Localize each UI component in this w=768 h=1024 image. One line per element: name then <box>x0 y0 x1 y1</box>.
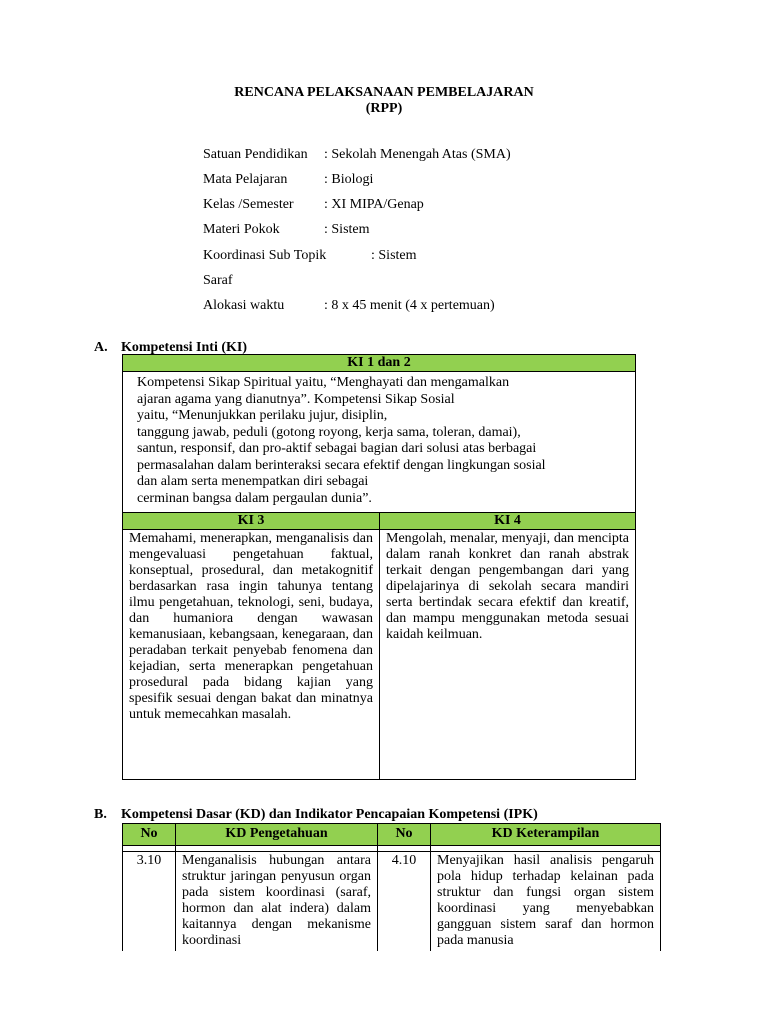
identity-label: Kelas /Semester <box>203 197 294 212</box>
ki12-line: permasalahan dalam berinteraksi secara efektif dengan lingkungan sosial <box>137 457 546 473</box>
kd-table <box>122 823 661 951</box>
section-a-title: Kompetensi Inti (KI) <box>121 340 247 355</box>
ki12-line: santun, responsif, dan pro-aktif sebagai bagian dari solusi atas berbagai <box>137 441 537 456</box>
ki12-cell <box>123 372 636 513</box>
identity-row <box>203 147 511 163</box>
identity-row <box>203 172 373 188</box>
kd-keterampilan-cell: Menyajikan hasil analisis pengaruh pola hidup terhadap kelainan pada struktur dan fungsi organ sistem koordinasi yang menyebabkan gangguan sistem saraf dan hormon pada manusia <box>431 852 661 952</box>
identity-label: Koordinasi Sub Topik <box>203 248 327 263</box>
ki4-cell: Mengolah, menalar, menyaji, dan mencipta dalam ranah konkret dan ranah abstrak terkait dengan pengembangan dari yang dipelajarinya di sekolah secara mandiri serta bertindak secara efektif dan kreatif, dan mampu menggunakan metoda sesuai kaidah keilmuan. <box>380 530 636 780</box>
kd-header-no-2: No <box>378 824 431 846</box>
identity-row <box>203 222 370 238</box>
table-row <box>123 852 661 952</box>
identity-label: Mata Pelajaran <box>203 172 288 187</box>
identity-label: Materi Pokok <box>203 222 280 237</box>
document-title: RENCANA PELAKSANAAN PEMBELAJARAN <box>234 85 534 100</box>
identity-row <box>203 197 424 213</box>
ki12-line: Kompetensi Sikap Spiritual yaitu, “Menghayati dan mengamalkan <box>137 375 510 390</box>
ki4-header: KI 4 <box>380 513 636 530</box>
ki3-cell: Memahami, menerapkan, menganalisis dan mengevaluasi pengetahuan faktual, konseptual, prosedural, dan metakognitif berdasarkan rasa ingin tahunya tentang ilmu pengetahuan, teknologi, seni, budaya, dan humaniora dengan wawasan kemanusiaan, kebangsaan, kenegaraan, dan peradaban terkait penyebab fenomena dan kejadian, serta menerapkan pengetahuan prosedural pada bidang kajian yang spesifik sesuai dengan bakat dan minatnya untuk memecahkan masalah. <box>123 530 380 780</box>
kd-header-pengetahuan: KD Pengetahuan <box>176 824 378 846</box>
identity-label: Saraf <box>203 273 233 288</box>
ki3-header: KI 3 <box>123 513 380 530</box>
section-a-letter: A. <box>94 340 108 355</box>
identity-label: Satuan Pendidikan <box>203 147 308 162</box>
ki12-line: ajaran agama yang dianutnya”. Kompetensi Sikap Sosial <box>137 391 455 407</box>
identity-value: : Sistem <box>324 222 370 237</box>
identity-row <box>203 248 417 264</box>
kd-header-keterampilan: KD Keterampilan <box>431 824 661 846</box>
ki12-line: yaitu, “Menunjukkan perilaku jujur, disiplin, <box>137 408 388 423</box>
section-b-title: Kompetensi Dasar (KD) dan Indikator Pencapaian Kompetensi (IPK) <box>121 807 538 822</box>
kd-no-cell-2: 4.10 <box>378 852 431 952</box>
ki12-line: dan alam serta menempatkan diri sebagai <box>137 474 369 489</box>
section-b-letter: B. <box>94 807 107 822</box>
identity-value: : XI MIPA/Genap <box>324 197 424 212</box>
ki12-line: cerminan bangsa dalam pergaulan dunia”. <box>137 490 372 506</box>
identity-value: : Sistem <box>371 248 417 263</box>
ki12-header: KI 1 dan 2 <box>123 355 636 372</box>
identity-label: Alokasi waktu <box>203 298 285 313</box>
kd-no-cell: 3.10 <box>123 852 176 952</box>
identity-value: : Biologi <box>324 172 374 187</box>
document-subtitle: (RPP) <box>365 101 403 116</box>
identity-value: : Sekolah Menengah Atas (SMA) <box>324 147 511 162</box>
kd-header-no: No <box>123 824 176 846</box>
section-b-heading <box>94 807 538 823</box>
kd-pengetahuan-cell: Menganalisis hubungan antara struktur jaringan penyusun organ pada sistem koordinasi (saraf, hormon dan alat indera) dalam kaitannya dengan mekanisme koordinasi <box>176 852 378 952</box>
identity-value: : 8 x 45 menit (4 x pertemuan) <box>324 298 495 313</box>
identity-row <box>203 273 233 289</box>
ki-table <box>122 354 636 780</box>
identity-row <box>203 298 495 314</box>
ki12-line: tanggung jawab, peduli (gotong royong, kerja sama, toleran, damai), <box>137 424 521 440</box>
